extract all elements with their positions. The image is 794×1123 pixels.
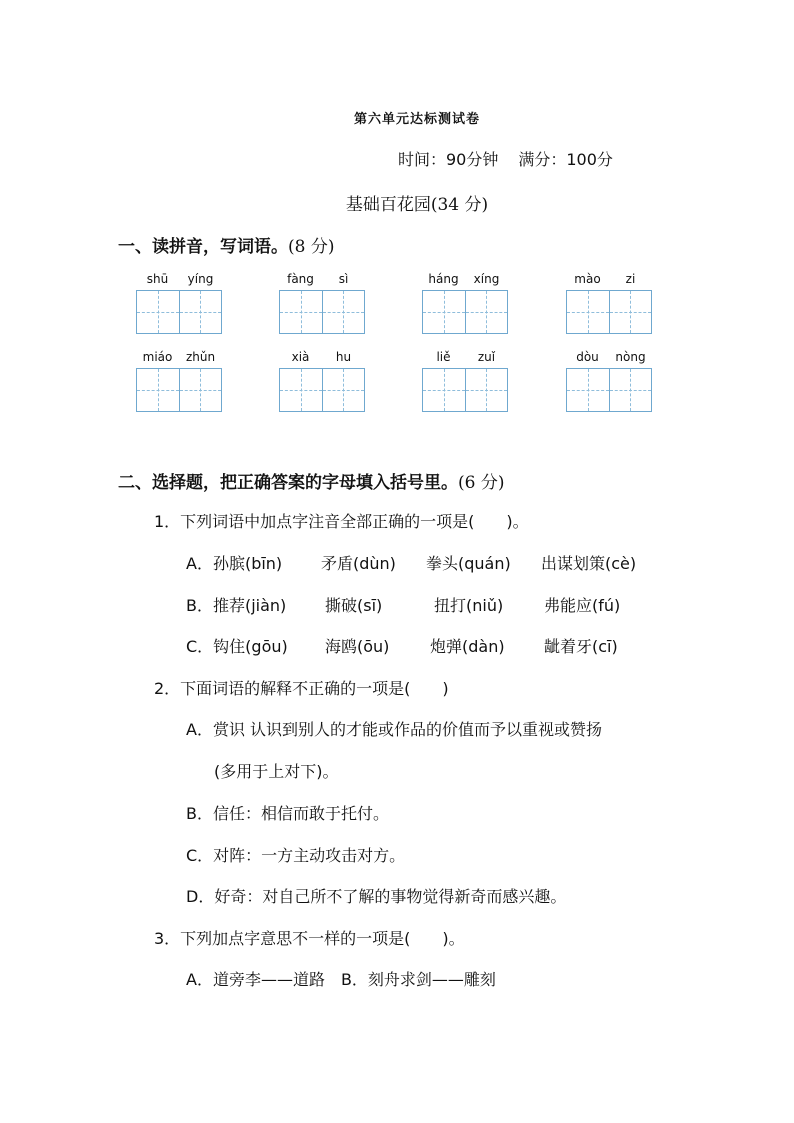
option-text: A．孙膑(bīn) [186,554,283,573]
writing-cell[interactable] [137,291,179,333]
writing-cell[interactable] [280,369,322,411]
option-text: 拳头(quán) [426,554,511,573]
writing-cell[interactable] [179,291,222,333]
option-text: 扭打(niǔ) [434,596,504,615]
pinyin-label: dòu nòng [576,350,646,364]
writing-cell[interactable] [322,369,365,411]
writing-grid[interactable] [566,290,652,334]
option-text: 矛盾(dùn) [321,554,396,573]
writing-cell[interactable] [465,291,508,333]
option-text: 弗能应(fú) [544,596,621,615]
q1-heading [118,232,334,257]
sub-question-2: 2．下面词语的解释不正确的一项是( ) [154,679,449,698]
option-c: C．对阵：一方主动攻击对方。 [186,846,406,865]
option-text: 龇着牙(cī) [544,637,618,656]
sub-question-1: 1．下列词语中加点字注音全部正确的一项是( )。 [154,512,529,531]
writing-grid[interactable] [136,290,222,334]
option-ab: A．道旁李——道路 B．刻舟求剑——雕刻 [186,970,496,989]
pinyin-label: fàng sì [287,272,349,286]
sub-question-3: 3．下列加点字意思不一样的一项是( )。 [154,929,465,948]
writing-grid[interactable] [422,290,508,334]
writing-cell[interactable] [179,369,222,411]
q2-heading [118,468,504,493]
option-b: B．信任：相信而敢于托付。 [186,804,389,823]
writing-grid[interactable] [566,368,652,412]
time-limit: 时间：90分钟 [398,150,499,169]
writing-grid[interactable] [422,368,508,412]
writing-cell[interactable] [423,369,465,411]
option-text: 撕破(sī) [325,596,383,615]
writing-cell[interactable] [423,291,465,333]
pinyin-label: liě zuǐ [436,350,496,364]
option-text: 出谋划策(cè) [541,554,637,573]
writing-cell[interactable] [567,369,609,411]
pinyin-label: mào zi [574,272,636,286]
full-score: 满分：100分 [518,150,613,169]
exam-meta [398,147,613,170]
q1-heading-text: 一、读拼音，写词语。 [118,237,288,257]
writing-cell[interactable] [609,369,652,411]
exam-title: 第六单元达标测试卷 [353,112,480,127]
option-d: D．好奇：对自己所不了解的事物觉得新奇而感兴趣。 [186,887,567,906]
q2-points: (6 分) [458,473,505,493]
pinyin-label: xià hu [291,350,352,364]
writing-grid[interactable] [136,368,222,412]
option-text: C．钩住(gōu) [186,637,288,656]
pinyin-label: háng xíng [428,272,500,286]
option-text: 海鸥(ōu) [325,637,390,656]
writing-grid[interactable] [279,290,365,334]
pinyin-label: shū yíng [146,272,214,286]
q2-heading-text: 二、选择题，把正确答案的字母填入括号里。 [118,473,458,493]
q1-points: (8 分) [288,237,335,257]
option-text: B．推荐(jiàn) [186,596,287,615]
option-a-continued: (多用于上对下)。 [214,762,339,781]
pinyin-label: miáo zhǔn [142,350,216,364]
writing-cell[interactable] [465,369,508,411]
writing-cell[interactable] [609,291,652,333]
writing-cell[interactable] [322,291,365,333]
option-text: 炮弹(dàn) [430,637,505,656]
writing-cell[interactable] [137,369,179,411]
writing-grid[interactable] [279,368,365,412]
writing-cell[interactable] [280,291,322,333]
option-a: A．赏识 认识到别人的才能或作品的价值而予以重视或赞扬 [186,720,603,739]
writing-cell[interactable] [567,291,609,333]
section-title: 基础百花园(34 分) [345,195,489,215]
